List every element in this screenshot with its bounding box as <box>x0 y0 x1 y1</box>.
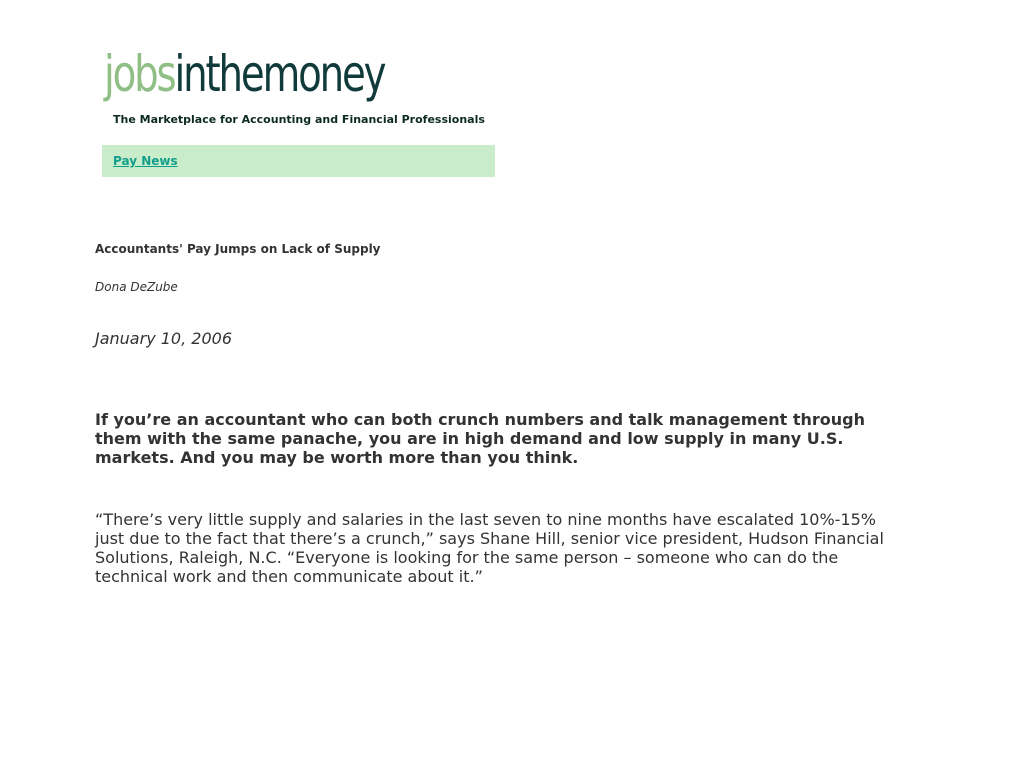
article-date: January 10, 2006 <box>95 329 232 348</box>
pay-news-link[interactable]: Pay News <box>113 154 178 168</box>
site-tagline: The Marketplace for Accounting and Financial Professionals <box>113 113 485 126</box>
article-author: Dona DeZube <box>95 280 178 294</box>
article-headline: Accountants' Pay Jumps on Lack of Supply <box>95 242 381 256</box>
article-lead: If you’re an accountant who can both crunch numbers and talk management through them with the same panache, you are in high demand and low supply in many U.S. markets. And you may be worth more than you think. <box>95 410 866 467</box>
article-paragraph: “There’s very little supply and salaries in the last seven to nine months have escalated 10%-15% just due to the fact that there’s a crunch,” says Shane Hill, senior vice president, Hudson Financial Solutions, Raleigh, N.C. “Everyone is looking for the same person – someone who can do the technical work and then communicate about it.” <box>95 510 884 586</box>
nav-bar <box>102 145 495 177</box>
site-logo[interactable] <box>104 42 384 106</box>
logo-text-jobs: jobs <box>104 45 175 103</box>
logo-text-inthemoney: inthemoney <box>174 45 385 103</box>
